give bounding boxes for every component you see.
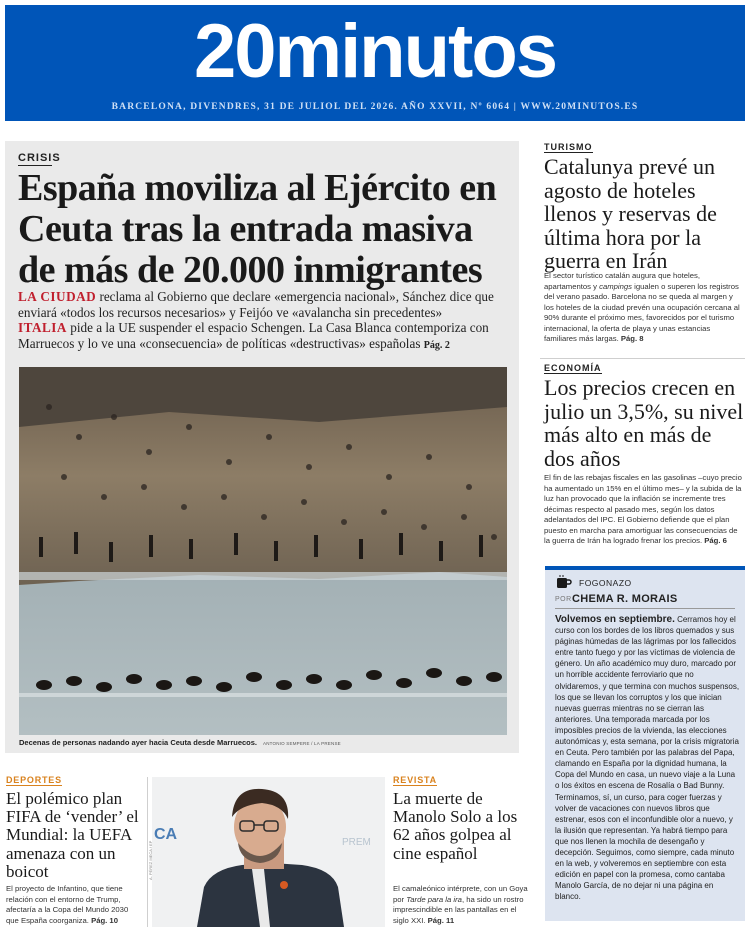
revista-body (393, 884, 528, 926)
main-deck-2 (18, 320, 513, 354)
economia-body-text: El fin de las rebajas fiscales en las gasolinas –cuyo precio ha aumentado un 15% en el último mes– y la subida de la luz han provocado que la inflación se incremente tres décimas respecto al pasado mes, según los datos adelantados del IPC. El Gobierno defiende que el plan puesto en marcha para amortiguar las consecuencias de la guerra de Irán ha logrado frenar los precios. (544, 473, 742, 545)
portrait-credit: A. PÉREZ MECA / EP (148, 840, 153, 880)
deportes-page[interactable]: Pág. 10 (91, 915, 118, 925)
page-reference[interactable]: Pág. 2 (423, 340, 450, 351)
portrait-photo[interactable] (152, 777, 385, 927)
main-story (5, 141, 519, 753)
fogonazo-por: POR (555, 596, 572, 603)
photo-credit: ANTONIO SEMPERE / LA PRENSE (263, 741, 341, 746)
revista-kicker: REVISTA (393, 775, 437, 785)
svg-text:CA: CA (154, 826, 178, 843)
photo-caption (19, 738, 509, 747)
economia-body (544, 473, 744, 547)
economia-page[interactable]: Pág. 6 (704, 536, 727, 545)
fogonazo-text (555, 614, 740, 902)
revista-body-a: El camaleónico intérprete, con un Goya por (393, 884, 528, 904)
revista-headline[interactable]: La muerte de Manolo Solo a los 62 años golpea al cine español (393, 789, 518, 863)
deportes-kicker: DEPORTES (6, 775, 62, 785)
turismo-body-b: igualen o superen los registros del verano pasado. Barcelona no se queda al margen y los hoteles de la ciudad prevén una ocupación cercana al 90% durante el próximo mes, favorecidos por el turismo internacional, la oferta de playa y unas estancias familiares más largas. (544, 281, 740, 343)
svg-text:PREM: PREM (342, 837, 371, 848)
masthead (5, 5, 745, 121)
deportes-headline[interactable]: El polémico plan FIFA de ‘vender’ el Mundial: la UEFA amenaza con un boicot (6, 789, 139, 881)
main-photo[interactable] (19, 367, 507, 735)
fogonazo-column (545, 566, 745, 921)
fogonazo-top-bar (545, 566, 745, 570)
fogonazo-rule (555, 608, 735, 609)
fogonazo-author: CHEMA R. MORAIS (572, 593, 678, 605)
revista-body-em: Tarde para la ira (406, 894, 462, 904)
divider (540, 358, 745, 359)
deck-lead-city: LA CIUDAD (18, 289, 97, 304)
economia-kicker: ECONOMÍA (544, 363, 602, 373)
main-headline[interactable]: España moviliza al Ejército en Ceuta tras la entrada masiva de más de 20.000 inmigrantes (18, 167, 497, 291)
actor-portrait-image (152, 777, 385, 927)
fogonazo-lead: Volvemos en septiembre. (555, 614, 675, 625)
deportes-body (6, 884, 141, 926)
turismo-body-a: El sector turístico catalán augura que hoteles, apartamentos y (544, 271, 700, 291)
deck-lead-italia: ITALIA (18, 320, 67, 335)
deck-text-2: pide a la UE suspender el espacio Schengen. La Casa Blanca contemporiza con Marruecos y lo ve una «consecuencia» de políticas «destructivas» españolas (18, 320, 489, 351)
turismo-headline[interactable]: Catalunya prevé un agosto de hoteles llenos y reservas de última hora por la guerra en Irán (544, 154, 717, 273)
newspaper-logo: 20minutos (193, 9, 557, 94)
turismo-body-em: campings (599, 281, 633, 291)
economia-headline[interactable]: Los precios crecen en julio un 3,5%, su nivel más alto en más de dos años (544, 375, 744, 471)
main-kicker: CRISIS (18, 152, 61, 164)
turismo-page[interactable]: Pág. 8 (620, 334, 644, 343)
revista-body-b: , ha sido un rostro imprescindible en las pantallas en el siglo XXI. (393, 894, 524, 925)
deportes-body-text: El proyecto de Infantino, que tiene relación con el entorno de Trump, afectaría a la Copa del Mundo 2030 que España coorganiza. (6, 884, 129, 925)
coffee-cup-icon (556, 575, 572, 589)
caption-text: Decenas de personas nadando ayer hacia Ceuta desde Marruecos. (19, 738, 258, 747)
dateline: BARCELONA, DIVENDRES, 31 DE JULIOL DEL 2026. AÑO XXVII, Nº 6064 | WWW.20MINUTOS.ES (111, 102, 639, 112)
revista-page[interactable]: Pág. 11 (427, 915, 455, 925)
fogonazo-body: Cerramos hoy el curso con los bordes de los libros quemados y sus páginas húmedas de las lágrimas por los fallecidos entre tanto fuego y por las víctimas de violencia de género. Un año académico muy duro, marcado por un horrible accidente ferroviario que no olvidaremos, y que termina con muchos suspensos, los que se llevan los corruptos y los que inician nuevas guerras mientras no se cierran las anteriores. Una temporada marcada por los imposibles precios de la vivienda, las elecciones autonómicas y, esta semana, por la crisis migratoria en Ceuta. Pero también por las palabras del Papa, clamando en España por la dignidad humana, la Copa del Mundo en casa, un nuevo viaje a la Luna o los éxitos en escena de Rosalía o Bad Bunny. Terminamos, sí, un curso, para coger fuerzas y volver de vacaciones con nuevos libros que estrenar, esos con el inconfundible olor a nuevo, y la ilusión que representan. Ya habrá tiempo para que nos llenen la mochila de desengaño y decepción. Seguimos, como siempre, cada minuto en la web, y volveremos en septiembre con esta edición en papel con la promesa, como cantaba Manolo García, de no dejar ni una página en blanco. (555, 615, 740, 902)
main-deck-1 (18, 289, 513, 321)
fogonazo-title: FOGONAZO (579, 578, 632, 588)
migrants-swimming-photo (19, 367, 507, 735)
turismo-body (544, 271, 744, 345)
deck-text-1: reclama al Gobierno que declare «emergencia nacional», Sánchez dice que enviará «todos los recursos necesarios» y Feijóo ve «avalancha sin precedentes» (18, 289, 494, 320)
turismo-kicker: TURISMO (544, 142, 593, 152)
